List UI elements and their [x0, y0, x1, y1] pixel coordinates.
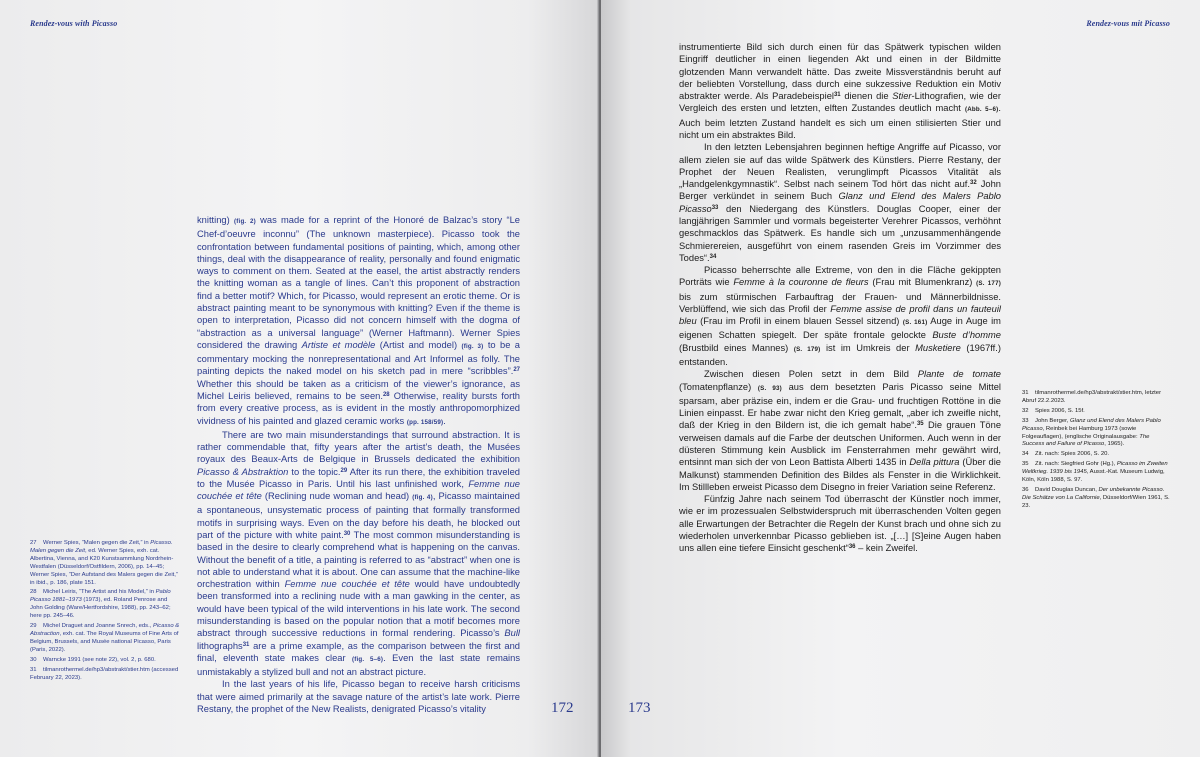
italic-title: Femme nue couchée et tête [284, 579, 410, 590]
text-run: dienen die [840, 91, 893, 102]
text-run: , Picasso maintained a spontaneous, unsystematic process of painting that formally transformed motifs in surprising ways. Even on the day before his death, he blocked out part of the picture with white paint. [197, 491, 521, 541]
footnote-number: 34 [1022, 451, 1029, 458]
figure-reference: (S. 179) [793, 345, 821, 353]
footnotes-german [1022, 390, 1170, 513]
text-run: lithographs [197, 640, 243, 651]
footnote-marker: 31 [242, 641, 250, 648]
text-run: Picasso beherrschte alle Extreme, von den in die Fläche gekippten Porträts wie [679, 265, 1001, 288]
text-run: Michel Draguet and Joanne Snrech, eds., [43, 623, 154, 630]
footnote-marker: 30 [343, 531, 351, 538]
italic-title: Femme à la couronne de fleurs [733, 277, 869, 288]
text-run: to be a commentary mocking the nonrepresentational and Art Informel as folly. The painting depicts the naked model on his sketch pad in mere “scribbles”. [197, 339, 520, 377]
footnote-number: 27 [30, 540, 37, 546]
text-run: . Auch beim letzten Zustand handelt es sich um einen stilisierten Stier und nicht um ein abstraktes Bild. [679, 103, 1001, 140]
footnote [1022, 418, 1170, 450]
text-run: Otherwise, reality bursts forth from every creative process, as is evident in the mostly anthropomorphized vividness of his painted and glazed ceramic works [197, 390, 520, 426]
footnote-number: 30 [30, 656, 37, 663]
page-number-left: 172 [551, 700, 574, 716]
text-run: The most common misunderstanding is based in the desire to clearly comprehend what is happening on the canvas. Without the benefit of a title, a painting is referred to as “abstract” when one is not able to understand what it is about. One can assume that the machine-like orchestration within [197, 530, 520, 590]
italic-title: Picasso & Abstraction [30, 623, 180, 637]
italic-title: Picasso im Zweiten Weltkrieg. 1939 bis 1945 [1022, 461, 1168, 476]
text-run: was made for a reprint of the Honoré de Balzac’s story “Le Chef-d’oeuvre inconnu” (The unknown masterpiece). Picasso took the confrontation between fundamental positions of painting, which, among other things, deal with the disappearance of reality, personally and found enigmatic ways to comment on them. Seated at the easel, the artist abstractly renders the knitting woman as a tangle of lines. Can’t this proponent of abstraction find a better motif? Which, for Picasso, would represent an erotic theme. Or is abstract painting meant to be synonymous with knitting? Even if the theme is open to interpretation, Picasso did not concern himself with the dogma of “abstraction as a universal language” (Werner Haftmann). Werner Spies considered the drawing [197, 215, 520, 350]
footnote-marker: 31 [833, 92, 841, 99]
italic-title: Femme assise de profil dans un fauteuil bleu [679, 303, 1001, 327]
footnote-marker: 29 [340, 467, 348, 474]
italic-title: Artiste et modèle [301, 339, 376, 350]
text-run: (Frau mit Blumenkranz) [868, 277, 977, 288]
text-run: Auge in Auge im eigenen Schatten spiegelt. Der späte frontale gelockte [679, 316, 1001, 341]
footnotes-english [30, 540, 180, 684]
text-run: (Frau im Profil in einem blauen Sessel sitzend) [696, 316, 903, 327]
text-run: (1973), ed. Roland Penrose and John Golding (Ware/Hertfordshire, 1988), pp. 243–62; here pp. 245–46. [30, 597, 171, 620]
body-paragraph [679, 493, 1001, 554]
footnote [1022, 408, 1170, 416]
text-run: Spies 2006, S. 15f. [1035, 407, 1085, 414]
italic-title: Musketiere [915, 342, 961, 353]
page-number-right: 173 [628, 700, 651, 716]
footnote-number: 36 [1022, 486, 1029, 493]
body-paragraph [197, 214, 520, 429]
body-paragraph [679, 141, 1001, 264]
text-run: , exh. cat. The Royal Museums of Fine Arts of Belgium, Brussels, and Musée national Picasso, Paris (Paris, 2022). [30, 630, 179, 653]
figure-reference: (fig. 2) [234, 218, 256, 225]
italic-title: Glanz und Elend des Malers Pablo Picasso [1022, 417, 1161, 432]
footnote-number: 31 [30, 666, 37, 673]
footnote [30, 589, 180, 621]
italic-title: Buste d’homme [932, 330, 1001, 341]
text-run: , 1965). [1104, 441, 1125, 448]
running-head-left: Rendez-vous with Picasso [30, 19, 118, 28]
text-run: Zit. nach: Spies 2006, S. 20. [1035, 451, 1110, 458]
italic-title: Stier [892, 91, 912, 102]
italic-title: Glanz und Elend des Malers Pablo Picasso [679, 191, 1001, 214]
text-run: John Berger, [1035, 417, 1071, 424]
footnote [1022, 487, 1170, 511]
figure-reference: (S. 177) [976, 280, 1001, 288]
footnote-marker: 27 [513, 367, 520, 374]
text-run: David Douglas Duncan, [1035, 486, 1099, 493]
text-run: (Reclining nude woman and head) [261, 491, 413, 502]
italic-title: The Success and Failure of Picasso [1022, 433, 1150, 448]
text-run: (Tomatenpflanze) [679, 381, 758, 392]
text-run: are a prime example, as the comparison between the first and final, eleventh state makes clear [197, 640, 520, 663]
figure-reference: (fig. 3) [461, 342, 484, 350]
body-paragraph [197, 678, 520, 715]
figure-reference: (pp. 158/59) [406, 418, 444, 426]
text-run: tilmanrothermel.de/hp3/abstrakt/stier.htm, letzter Abruf 22.2.2023. [1022, 390, 1162, 404]
figure-reference: (S. 93) [757, 384, 782, 392]
footnote-marker: 33 [711, 204, 719, 211]
body-text-german [679, 41, 1001, 555]
text-run: Werner Spies, “Malen gegen die Zeit,” in [43, 540, 151, 546]
text-run: (1967ff.) entstanden. [679, 342, 1001, 368]
italic-title: Picasso & Abstraktion [197, 466, 289, 477]
footnote-marker: 36 [848, 544, 856, 551]
footnote-marker: 34 [709, 253, 717, 260]
footnote-number: 32 [1022, 407, 1029, 414]
italic-title: Bull [504, 628, 520, 639]
text-run: (Artist and model) [375, 339, 462, 350]
footnote [1022, 461, 1170, 485]
text-run: – kein Zweifel. [855, 543, 918, 554]
body-paragraph [197, 429, 520, 679]
footnote [30, 540, 180, 587]
text-run: Zit. nach: Siegfried Gohr (Hg.), [1035, 461, 1117, 468]
footnote-number: 31 [1022, 390, 1029, 396]
text-run: , Düsseldorf/Wien 1961, S. 23. [1022, 494, 1170, 509]
footnote-number: 35 [1022, 461, 1029, 468]
italic-title: Der unbekannte Picasso. Die Schätze von La Californie [1022, 486, 1165, 501]
text-run: Zwischen diesen Polen setzt in dem Bild [704, 369, 918, 380]
body-paragraph [679, 368, 1001, 493]
text-run: instrumentierte Bild sich durch einen für das Spätwerk typischen wilden Eingriff deutlicher in einen liegenden Akt und einen in der Bildmitte glotzenden Mann verwandelt hätte. Das zweite Missverständnis beruht auf der beliebten Vorstellung, dass durch eine sukzessive Reduktion ein Motiv abstrakter werde. Als Paradebeispiel [679, 42, 1001, 102]
text-run: Warncke 1991 (see note 22), vol. 2, p. 680. [43, 656, 156, 663]
text-run: . [443, 415, 446, 426]
text-run: John Berger verkündet in seinem Buch [679, 179, 1001, 202]
running-head-right: Rendez-vous mit Picasso [1086, 19, 1170, 28]
text-run: , Reinbek bei Hamburg 1973 (sowie Folgeauflagen), (englische Originalausgabe: [1022, 425, 1140, 440]
text-run: Die grauen Töne verweisen damals auf die Farbe der deutschen Uniformen. Auch wenn in der düsteren Stimmung kein Ausblick im Fensterrahmen mehr gewährt wird, entsinnt man sich der von Leon Battista Alberti 1435 in [679, 420, 1002, 468]
footnote-number: 29 [30, 623, 37, 630]
text-run: -Lithografien, wie der Vergleich des ersten und letzten, elften Zustandes deutlich macht [679, 91, 1001, 114]
footnote-marker: 35 [916, 421, 924, 428]
text-run: Whether this should be taken as a criticism of the viewer’s ignorance, as Michel Leiris believed, remains to be seen. [197, 378, 520, 401]
italic-title: Femme nue couchée et tête [197, 478, 520, 502]
body-paragraph [679, 264, 1001, 368]
italic-title: Picasso. Malen gegen die Zeit [30, 540, 173, 554]
text-run: (Über die Malkunst) stammenden Definition des Bildes als Fenster in die Wirklichkeit. Im Stillleben erweist Picasso dem Disegno in freier Variation seine Referenz. [679, 457, 1001, 492]
text-run: (Brustbild eines Mannes) [679, 342, 794, 353]
footnote-number: 28 [30, 589, 37, 596]
body-text-english [197, 214, 520, 715]
italic-title: Pablo Picasso 1881–1973 [30, 589, 171, 604]
text-run: would have undoubtedly been transformed into a reclining nude with a man gawking in the center, as would have been typical of the wild interventions in his late work. The second misunderstanding is based on the popular notion that a motif becomes more abstract through successive reductions in formal rendering. Picasso’s [197, 579, 520, 639]
footnote [1022, 390, 1170, 406]
text-run: ist im Umkreis der [820, 342, 916, 353]
text-run: In den letzten Lebensjahren beginnen heftige Angriffe auf Picasso, vor allem zielen sie auf das wilde Spätwerk des Künstlers. Pierre Restany, der Prophet der Neuen Realisten, verunglimpft Picassos Vitalität als „Handgelenkgymnastik“. Selbst nach seinem Tod hört das nicht auf. [679, 142, 1001, 190]
figure-reference: (fig. 5–6) [351, 655, 384, 663]
footnote-number: 33 [1022, 417, 1029, 424]
text-run: aus dem besetzten Paris Picasso seine Mittel sparsam, aber präzise ein, indem er die Grau- und fruchtigen Rottöne in die Linien einpasst. Er habe zwar nicht den Krieg gemalt, „aber ich zweifle nicht, daß der Krieg in den Bildern ist, die ich gemalt habe“. [679, 381, 1001, 431]
text-run: , Ausst.-Kat. Museum Ludwig, Köln, Köln 1988, S. 97. [1022, 469, 1165, 484]
footnote [30, 657, 180, 665]
footnote [1022, 451, 1170, 459]
text-run: , ed. Werner Spies, exh. cat. Albertina, Vienna, and K20 Kunstsammlung Nordrhein-Westfalen (Düsseldorf/Ostfildern, 2006), pp. 14–45; Werner Spies, “Der Aufstand des Malers gegen die Zeit,” in ibid., p. 186, plate 151. [30, 547, 178, 586]
figure-reference: (Abb. 5–6) [964, 106, 999, 114]
figure-reference: (fig. 4) [412, 494, 433, 502]
text-run: . Even the last state remains unmistakably a stylized bull and not an abstract picture. [197, 652, 520, 678]
text-run: knitting) [197, 215, 234, 225]
text-run: den Niedergang des Künstlers. Douglas Cooper, einer der langjährigen Sammler und vormals begeisterter Verehrer Picassos, verhöhnt geschmacklos das Spätwerk. Es handle sich um „unzusammenhängende Schmierereien, ausgeführt von einem rasenden Greis im Vorzimmer des Todes“. [679, 203, 1001, 263]
text-run: In the last years of his life, Picasso began to receive harsh criticisms that were aimed primarily at the savage nature of the artist’s late work. Pierre Restany, the prophet of the New Realists, denigrated Picasso’s vitality [197, 679, 520, 714]
text-run: There are two main misunderstandings that surround abstraction. It is rather commendable that, fifty years after the artist’s death, the Musées royaux des Beaux-Arts de Belgique in Brussels dedicated the exhibition [197, 429, 520, 465]
body-paragraph [679, 41, 1001, 141]
text-run: bis zum stürmischen Farbauftrag der Frauen- und Männerbildnisse. Verblüffend, wie sich das Profil der [679, 291, 1001, 314]
text-run: After its run there, the exhibition traveled to the Musée Picasso in Paris. Until his last unfinished work, [197, 466, 520, 489]
italic-title: Della pittura [909, 457, 960, 468]
footnote [30, 623, 180, 655]
footnote-marker: 32 [969, 180, 977, 187]
text-run: Fünfzig Jahre nach seinem Tod überrascht der Künstler noch immer, wie er im prozessualen Selbstwiderspruch mit überraschenden Volten gegen alle Erwartungen der Betrachter die Regeln der Kunst brach und ohne sich zu wiederholen unverkennbar Picasso geblieben ist. „[…] [S]eine Augen haben uns allen eine tiefere Einsicht geschenkt“ [679, 494, 1001, 554]
footnote-marker: 28 [382, 391, 390, 398]
right-page [601, 0, 1200, 757]
text-run: Michel Leiris, “The Artist and his Model,” in [43, 589, 156, 596]
text-run: to the topic. [288, 466, 341, 477]
italic-title: Plante de tomate [917, 369, 1001, 380]
figure-reference: (S. 161) [902, 319, 928, 327]
text-run: tilmanrothermel.de/hp3/abstrakt/stier.htm (accessed February 22, 2023). [30, 666, 179, 681]
footnote [30, 667, 180, 683]
